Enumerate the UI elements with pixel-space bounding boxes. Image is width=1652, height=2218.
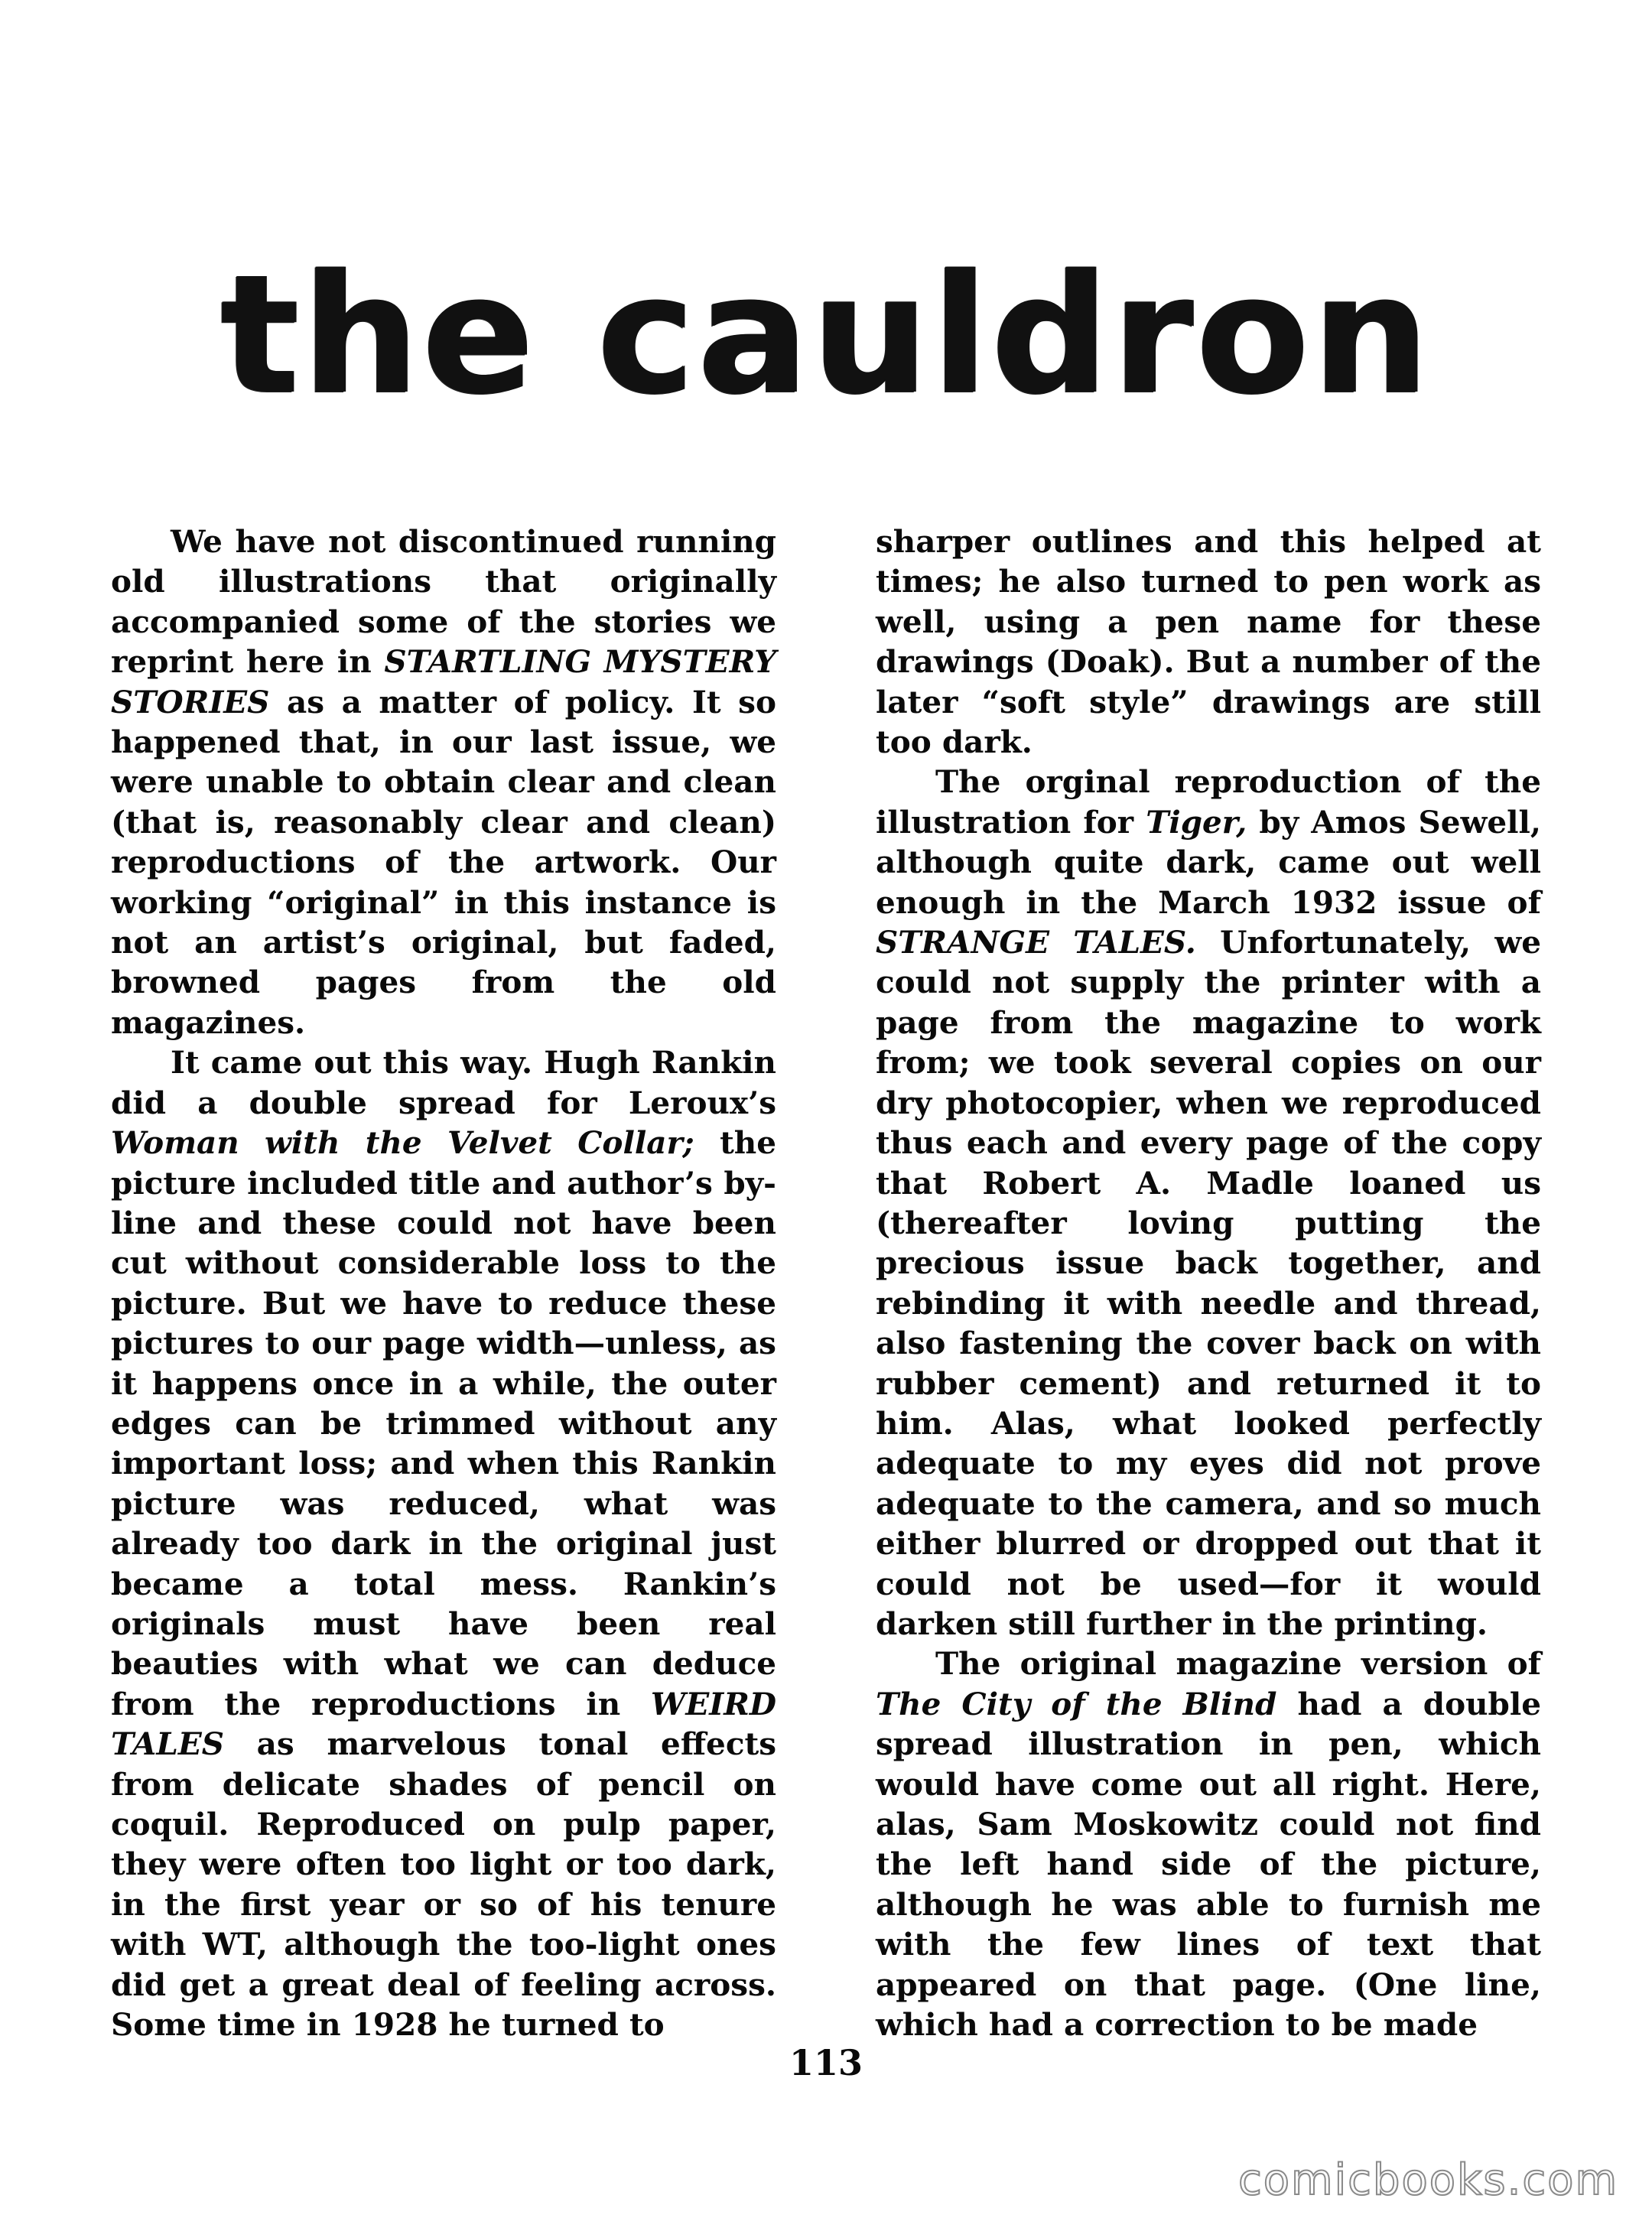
page-number: 113 (789, 2042, 863, 2083)
paragraph-text: had a double spread illustration in pen, which would have come out all right. Here, alas, Sam Moskowitz could not find the left hand side of the picture, although he was able to furnish me with the few lines of text that appeared on that page. (One line, which had a correction to be made (876, 1685, 1542, 2044)
paragraph-text: It came out this way. Hugh Rankin did a double spread for Leroux’s (111, 1044, 776, 1121)
paragraph (876, 762, 1541, 1644)
paragraph (876, 522, 1541, 762)
paragraph-text: as marvelous tonal effects from delicate shades of pencil on coquil. Reproduced on pulp paper, they were often too light or too dark, in the first year or so of his tenure with WT, although the too-light ones did get a great deal of feeling across. Some time in 1928 he turned to (111, 1725, 776, 2044)
magazine-title: STARTLING MYSTERY STORIES (111, 643, 776, 720)
article-column-right (876, 522, 1541, 2044)
story-title: Tiger, (1146, 803, 1247, 841)
page-title: the cauldron (220, 239, 1432, 431)
paragraph-text: by Amos Sewell, although quite dark, came out well enough in the March 1932 issue of (876, 803, 1541, 921)
paragraph (111, 1042, 776, 2044)
paragraph-text: We have not discontinued running old illustrations that originally accompanied some of the stories we reprint here in (111, 523, 776, 681)
paragraph-text: Unfortunately, we could not supply the printer with a page from the magazine to work from; we took several copies on our dry photocopier, when we reproduced thus each and every page of the copy that Robert A. Madle loaned us (thereafter loving putting the precious issue back together, and rebinding it with needle and thread, also fastening the cover back on with rubber cement) and returned it to him. Alas, what looked perfectly adequate to my eyes did not prove adequate to the camera, and so much either blurred or dropped out that it could not be used—for it would darken still further in the printing. (876, 924, 1542, 1642)
paragraph (111, 522, 776, 1042)
story-title: The City of the Blind (876, 1685, 1277, 1722)
paragraph-text: the picture included title and author’s by-line and these could not have been cut without considerable loss to the picture. But we have to reduce these pictures to our page width—unless, as it happens once in a while, the outer edges can be trimmed without any important loss; and when this Rankin picture was reduced, what was already too dark in the original just became a total mess. Rankin’s originals must have been real beauties with what we can deduce from the reproductions in (111, 1124, 776, 1722)
paragraph-text: The orginal reproduction of the illustration for (876, 763, 1541, 841)
magazine-title: WEIRD TALES (111, 1685, 776, 1763)
magazine-title: STRANGE TALES. (876, 924, 1196, 961)
paragraph-text: The original magazine version of (935, 1645, 1541, 1683)
story-title: Woman with the Velvet Collar; (111, 1124, 694, 1162)
paragraph (876, 1644, 1541, 2044)
paragraph-text: sharper outlines and this helped at times; he also turned to pen work as well, using a pen name for these drawings (Doak). But a number of the later “soft style” drawings are still too dark. (876, 523, 1541, 761)
watermark: comicbooks.com (1237, 2155, 1618, 2205)
paragraph-text: as a matter of policy. It so happened that, in our last issue, we were unable to obtain clear and clean (that is, reasonably clear and clean) reproductions of the artwork. Our working “original” in this instance is not an artist’s original, but faded, browned pages from the old magazines. (111, 683, 776, 1041)
article-column-left (111, 522, 776, 2044)
